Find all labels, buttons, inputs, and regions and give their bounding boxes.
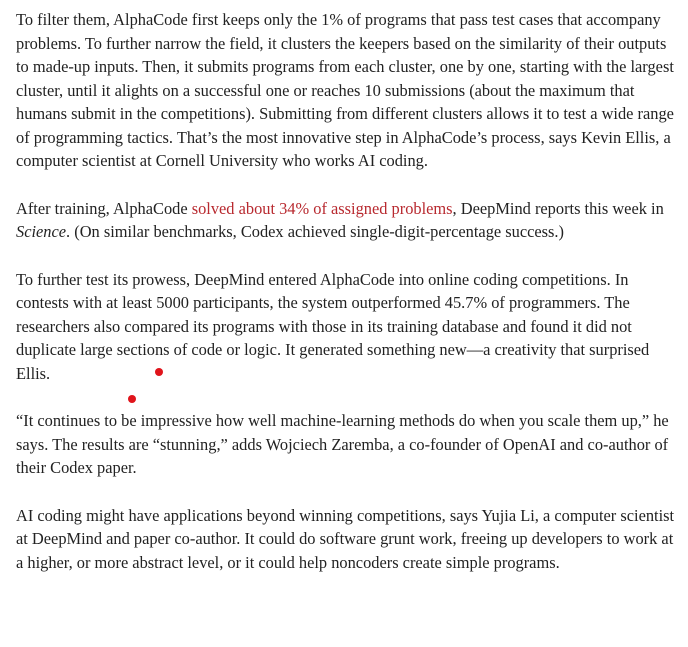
red-dot-marker xyxy=(128,395,136,403)
paragraph-competitions: To further test its prowess, DeepMind entered AlphaCode into online coding competitions. In contests with at least 5000 participants, the system outperformed 45.7% of programmers. The researchers also compared its programs with those in its training database and found it did not duplicate large sections of code or logic. It generated something new—a creativity that surprised Ellis. xyxy=(16,269,650,383)
results-text-middle: , DeepMind reports this week in xyxy=(452,198,664,218)
paragraph-quote: “It continues to be impressive how well machine-learning methods do when you scale them up,” he says. The results are “stunning,” adds Wojciech Zaremba, a co-founder of OpenAI and co-author of their Codex paper. xyxy=(16,411,669,477)
paragraph-results xyxy=(16,197,682,244)
article-body xyxy=(16,8,682,598)
results-text-start: After training, AlphaCode xyxy=(16,198,192,218)
results-text-end: . (On similar benchmarks, Codex achieved single-digit-percentage success.) xyxy=(66,222,564,241)
solved-problems-link[interactable]: solved about 34% of assigned problems xyxy=(191,198,453,218)
paragraph-filtering: To filter them, AlphaCode first keeps only the 1% of programs that pass test cases that accompany problems. To further narrow the field, it clusters the keepers based on the similarity of their outputs to made-up inputs. Then, it submits programs from each cluster, one by one, starting with the largest cluster, until it alights on a successful one or reaches 10 submissions (about the maximum that humans submit in the competitions). Submitting from different clusters allows it to test a wide range of programming tactics. That’s the most innovative step in AlphaCode’s process, says Kevin Ellis, a computer scientist at Cornell University who works AI coding. xyxy=(16,10,674,170)
red-dot-marker xyxy=(155,368,163,376)
journal-name: Science xyxy=(16,222,67,241)
paragraph-applications: AI coding might have applications beyond winning competitions, says Yujia Li, a computer scientist at DeepMind and paper co-author. It could do software grunt work, freeing up developers to work at a higher, or more abstract level, or it could help noncoders create simple programs. xyxy=(16,505,675,572)
